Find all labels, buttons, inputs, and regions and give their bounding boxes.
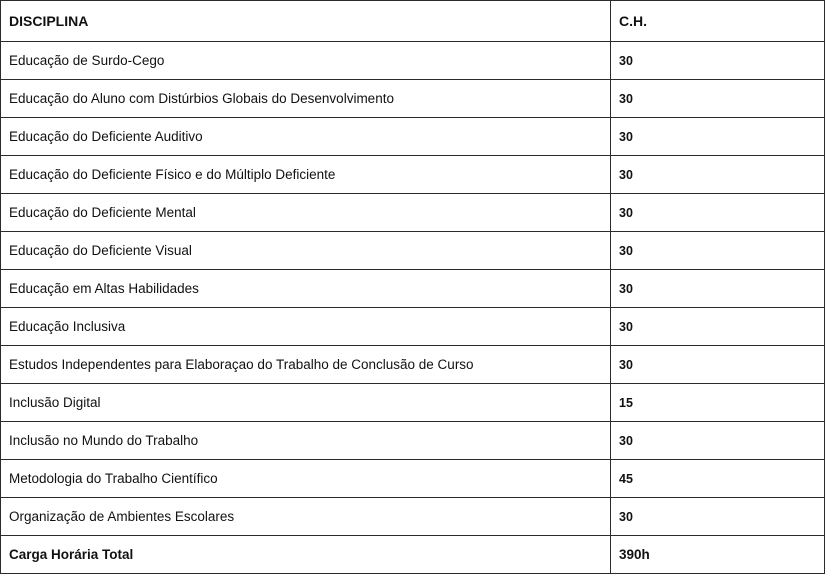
table-row — [1, 42, 825, 80]
row-disciplina: Educação do Deficiente Visual — [1, 232, 611, 270]
table-row — [1, 384, 825, 422]
total-value: 390h — [611, 536, 825, 574]
row-ch: 30 — [611, 498, 825, 536]
row-ch: 30 — [611, 232, 825, 270]
row-disciplina: Educação de Surdo-Cego — [1, 42, 611, 80]
row-disciplina: Estudos Independentes para Elaboraçao do Trabalho de Conclusão de Curso — [1, 346, 611, 384]
row-disciplina: Inclusão Digital — [1, 384, 611, 422]
row-disciplina: Organização de Ambientes Escolares — [1, 498, 611, 536]
row-disciplina: Educação em Altas Habilidades — [1, 270, 611, 308]
row-disciplina: Metodologia do Trabalho Científico — [1, 460, 611, 498]
row-disciplina: Educação do Deficiente Físico e do Múltiplo Deficiente — [1, 156, 611, 194]
row-disciplina: Inclusão no Mundo do Trabalho — [1, 422, 611, 460]
table-row — [1, 194, 825, 232]
table-row — [1, 308, 825, 346]
row-ch: 30 — [611, 42, 825, 80]
table-header-row — [1, 1, 825, 42]
table-row — [1, 346, 825, 384]
row-ch: 30 — [611, 270, 825, 308]
row-ch: 30 — [611, 308, 825, 346]
row-ch: 15 — [611, 384, 825, 422]
row-ch: 30 — [611, 118, 825, 156]
table-row — [1, 422, 825, 460]
table-row — [1, 156, 825, 194]
table-row — [1, 232, 825, 270]
row-disciplina: Educação do Deficiente Mental — [1, 194, 611, 232]
table-row — [1, 270, 825, 308]
header-disciplina: DISCIPLINA — [1, 1, 611, 42]
total-label: Carga Horária Total — [1, 536, 611, 574]
row-disciplina: Educação Inclusiva — [1, 308, 611, 346]
total-row — [1, 536, 825, 574]
row-ch: 30 — [611, 80, 825, 118]
row-ch: 30 — [611, 156, 825, 194]
table-row — [1, 460, 825, 498]
row-ch: 45 — [611, 460, 825, 498]
row-disciplina: Educação do Deficiente Auditivo — [1, 118, 611, 156]
row-ch: 30 — [611, 194, 825, 232]
table-row — [1, 498, 825, 536]
row-disciplina: Educação do Aluno com Distúrbios Globais do Desenvolvimento — [1, 80, 611, 118]
row-ch: 30 — [611, 422, 825, 460]
header-ch: C.H. — [611, 1, 825, 42]
row-ch: 30 — [611, 346, 825, 384]
table-row — [1, 80, 825, 118]
table-row — [1, 118, 825, 156]
